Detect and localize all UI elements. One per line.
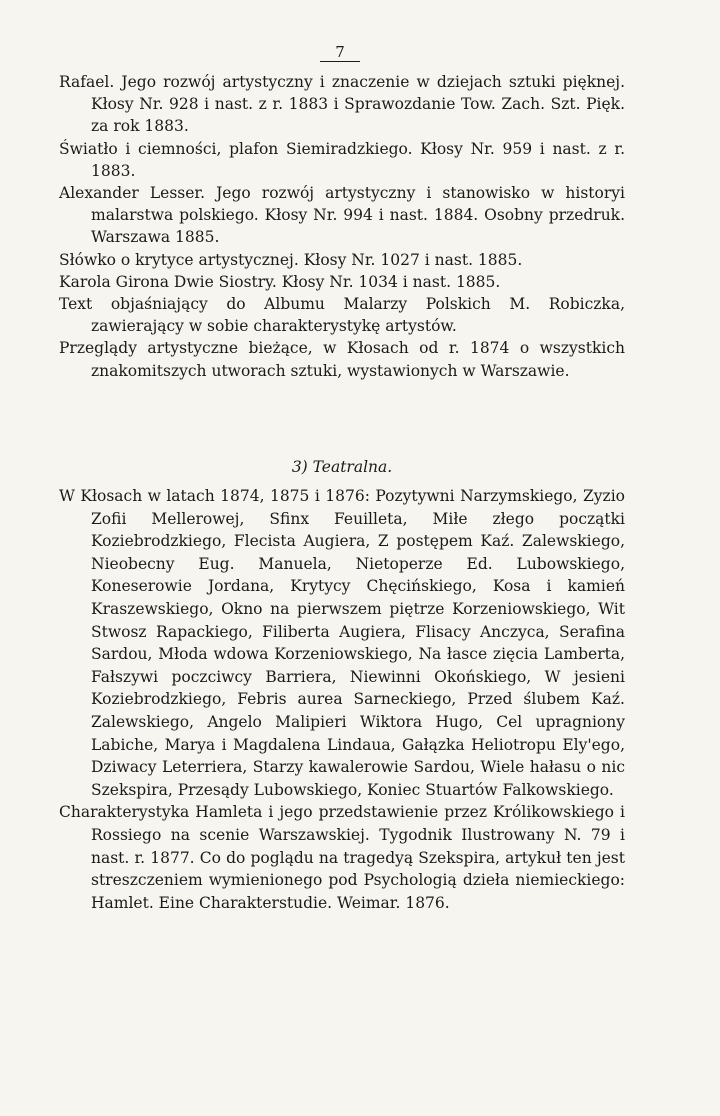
bibliography-entry: Text objaśniający do Albumu Malarzy Polskich M. Robiczka, zawierający w sobie charakterystykę artystów.	[59, 295, 625, 336]
bibliography-entry: Przeglądy artystyczne bieżące, w Kłosach od r. 1874 o wszystkich znakomitszych utworach sztuki, wystawionych w Warszawie.	[59, 339, 625, 380]
bibliography-entry: Karola Girona Dwie Siostry. Kłosy Nr. 1034 i nast. 1885.	[59, 272, 501, 291]
bibliography-entry: Światło i ciemności, plafon Siemiradzkiego. Kłosy Nr. 959 i nast. z r. 1883.	[59, 139, 625, 180]
bibliography-entry: Słówko o krytyce artystycznej. Kłosy Nr. 1027 i nast. 1885.	[59, 250, 523, 269]
bibliography-entry: W Kłosach w latach 1874, 1875 i 1876: Pozytywni Narzymskiego, Zyzio Zofii Mellerowej, Sfinx Feuilleta, Miłe złego początki Koziebrodzkiego, Flecista Augiera, Z postępem Kaź. Zalewskiego, Nieobecny Eug. Manuela, Nietoperze Ed. Lubowskiego, Koneserowie Jordana, Krytycy Chęcińskiego, Kosa i kamień Kraszewskiego, Okno na pierwszem piętrze Korzeniowskiego, Wit Stwosz Rapackiego, Filiberta Augiera, Flisacy Anczyca, Serafina Sardou, Młoda wdowa Korzeniowskiego, Na łasce zięcia Lamberta, Fałszywi poczciwcy Barriera, Niewinni Okońskiego, W jesieni Koziebrodzkiego, Febris aurea Sarneckiego, Przed ślubem Kaź. Zalewskiego, Angelo Malipieri Wiktora Hugo, Cel upragniony Labiche, Marya i Magdalena Lindaua, Gałązka Heliotropu Ely'ego, Dziwacy Leterriera, Starzy kawalerowie Sardou, Wiele hałasu o nic Szekspira, Przesądy Lubowskiego, Koniec Stuartów Falkowskiego.	[59, 487, 625, 799]
bibliography-list	[59, 71, 625, 382]
bibliography-entry: Alexander Lesser. Jego rozwój artystyczny i stanowisko w historyi malarstwa polskiego. Kłosy Nr. 994 i nast. 1884. Osobny przedruk. Warszawa 1885.	[59, 184, 625, 247]
bibliography-entry: Rafael. Jego rozwój artystyczny i znaczenie w dziejach sztuki pięknej. Kłosy Nr. 928 i nast. z r. 1883 i Sprawozdanie Tow. Zach. Szt. Pięk. za rok 1883.	[59, 73, 625, 136]
page-number: 7	[320, 44, 360, 62]
bibliography-entry: Charakterystyka Hamleta i jego przedstawienie przez Królikowskiego i Rossiego na scenie Warszawskiej. Tygodnik Ilustrowany N. 79 i nast. r. 1877. Co do poglądu na tragedyą Szekspira, artykuł ten jest streszczeniem wymienionego pod Psychologią dzieła niemieckiego: Hamlet. Eine Charakterstudie. Weimar. 1876.	[59, 803, 625, 912]
section-heading: 3) Teatralna.	[291, 458, 393, 476]
section-theatre	[59, 456, 625, 914]
